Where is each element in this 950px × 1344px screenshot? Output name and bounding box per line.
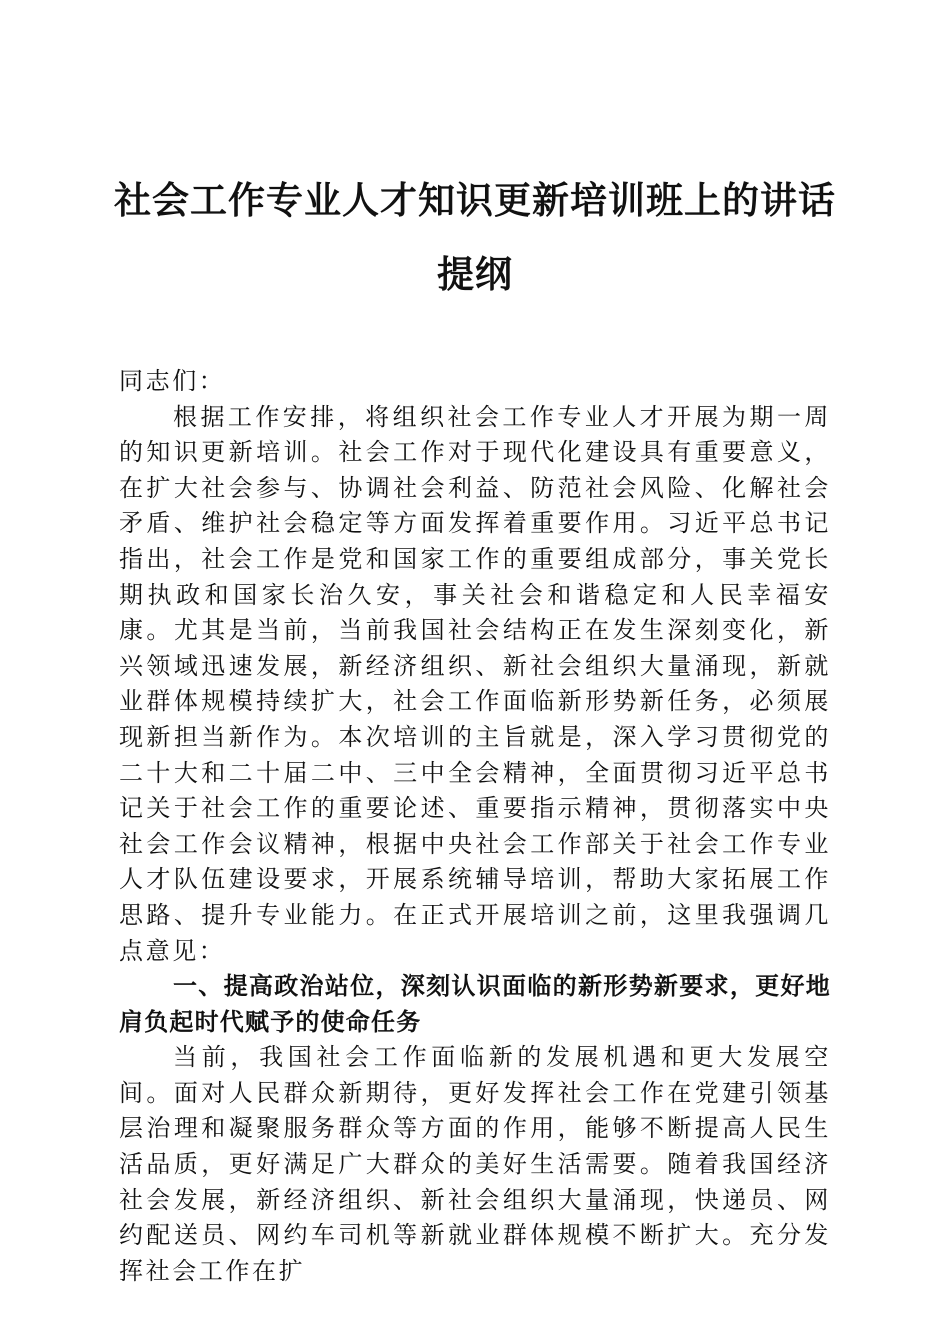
intro-paragraph: 根据工作安排，将组织社会工作专业人才开展为期一周的知识更新培训。社会工作对于现代化建设具有重要意义，在扩大社会参与、协调社会利益、防范社会风险、化解社会矛盾、维护社会稳定等方面发挥着重要作用。习近平总书记指出，社会工作是党和国家工作的重要组成部分，事关党长期执政和国家长治久安，事关社会和谐稳定和人民幸福安康。尤其是当前，当前我国社会结构正在发生深刻变化，新兴领域迅速发展，新经济组织、新社会组织大量涌现，新就业群体规模持续扩大，社会工作面临新形势新任务，必须展现新担当新作为。本次培训的主旨就是，深入学习贯彻党的二十大和二十届二中、三中全会精神，全面贯彻习近平总书记关于社会工作的重要论述、重要指示精神，贯彻落实中央社会工作会议精神，根据中央社会工作部关于社会工作专业人才队伍建设要求，开展系统辅导培训，帮助大家拓展工作思路、提升专业能力。在正式开展培训之前，这里我强调几点意见：: [119, 402, 831, 965]
salutation: 同志们：: [119, 367, 226, 395]
section-heading: 一、提高政治站位，深刻认识面临的新形势新要求，更好地肩负起时代赋予的使命任务: [119, 972, 831, 1036]
section-paragraph: 当前，我国社会工作面临新的发展机遇和更大发展空间。面对人民群众新期待，更好发挥社会工作在党建引领基层治理和凝聚服务群众等方面的作用，能够不断提高人民生活品质，更好满足广大群众的美好生活需要。随着我国经济社会发展，新经济组织、新社会组织大量涌现，快递员、网约配送员、网约车司机等新就业群体规模不断扩大。充分发挥社会工作在扩: [119, 1043, 831, 1285]
document-title: 社会工作专业人才知识更新培训班上的讲话提纲: [114, 178, 836, 296]
document-body: [119, 364, 831, 1289]
